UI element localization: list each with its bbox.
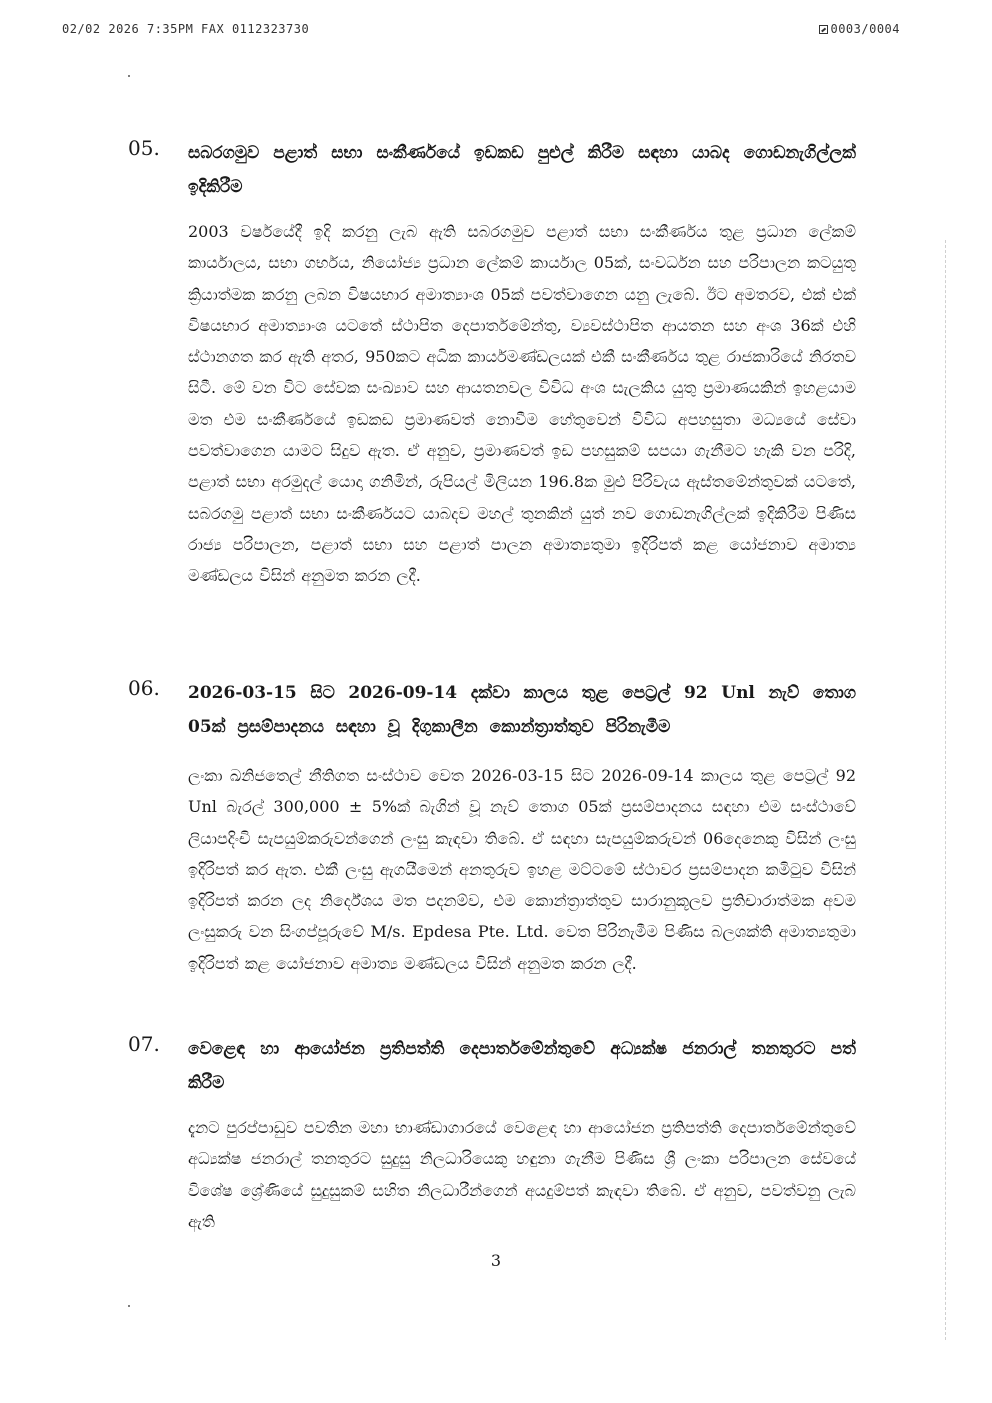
section-07 <box>128 1032 856 1232</box>
fax-page-icon <box>819 25 828 34</box>
fax-page-count: 0003/0004 <box>830 22 900 36</box>
fax-page-counter <box>819 22 900 36</box>
section-body: දැනට පුරප්පාඩුව පවතින මහා භාණ්ඩාගාරයේ වෙළෙඳ හා ආයෝජන ප්‍රතිපත්ති දෙපාර්තමේන්තුවේ අධ්‍යක්ෂ ජනරාල් තනතුරට සුදුසු නිලධාරියෙකු හඳුනා ගැනීම පිණිස ශ්‍රී ලංකා පරිපාලන සේවයේ විශේෂ ශ්‍රේණියේ සුදුසුකම් සහිත නිලධාරීන්ගෙන් අයදුම්පත් කැඳවා තිබේ. ඒ අනුව, පවත්වනු ලැබ ඇති <box>188 1118 856 1231</box>
section-body: 2003 වර්ෂයේදී ඉදි කරනු ලැබ ඇති සබරගමුව පළාත් සභා සංකීර්ණය තුළ ප්‍රධාන ලේකම් කාර්යාලය, සභා ගර්භය, නියෝජ්‍ය ප්‍රධාන ලේකම් කාර්යාල 05ක්, සංවර්ධන සහ පරිපාලන කටයුතු ක්‍රියාත්මක කරනු ලබන විෂයභාර අමාත්‍යාංශ 05ක් පවත්වාගෙන යනු ලැබේ. ඊට අමතරව, එක් එක් විෂයභාර අමාත්‍යාංශ යටතේ ස්ථාපිත දෙපාර්තමේන්තු, ව්‍යවස්ථාපිත ආයතන සහ අංශ 36ක් එහි ස්ථානගත කර ඇති අතර, 950කට අධික කාර්යමණ්ඩලයක් එකී සංකීර්ණය තුළ රාජකාරියේ නිරතව සිටී. මේ වන විට සේවක සංඛ්‍යාව සහ ආයතනවල විවිධ අංශ සැලකිය යුතු ප්‍රමාණයකින් ඉහළයාම මත එම සංකීර්ණයේ ඉඩකඩ ප්‍රමාණවත් නොවීම හේතුවෙන් විවිධ අපහසුතා මධ්‍යයේ සේවා පවත්වාගෙන යාමට සිදුව ඇත. ඒ අනුව, ප්‍රමාණවත් ඉඩ පහසුකම් සපයා ගැනීමට හැකි වන පරිදි, පළාත් සභා අරමුදල් යොදා ගනිමින්, රුපියල් මිලියන 196.8ක මුළු පිරිවැය ඇස්තමේන්තුවක් යටතේ, සබරගමු පළාත් සභා සංකීර්ණයට යාබදව මහල් තුනකින් යුත් නව ගොඩනැගිල්ලක් ඉදිකිරීම පිණිස රාජ්‍ය පරිපාලන, පළාත් සභා සහ පළාත් පාලන අමාත්‍යතුමා ඉදිරිපත් කළ යෝජනාව අමාත්‍ය මණ්ඩලය විසින් අනුමත කරන ලදී. <box>188 222 856 586</box>
fax-header <box>62 22 900 40</box>
scan-speck <box>128 1305 130 1307</box>
section-06 <box>128 676 856 1006</box>
section-body: ලංකා ඛනිජතෙල් නීතිගත සංස්ථාව වෙත 2026-03-15 සිට 2026-09-14 කාලය තුළ පෙට්‍රල් 92 Unl බැරල් 300,000 ± 5%ක් බැගින් වූ නැව් තොග 05ක් ප්‍රසම්පාදනය සඳහා එම සංස්ථාවේ ලියාපදිංචි සැපයුම්කරුවන්ගෙන් ලංසු කැඳවා තිබේ. ඒ සඳහා සැපයුම්කරුවන් 06දෙනෙකු විසින් ලංසු ඉදිරිපත් කර ඇත. එකී ලංසු ඇගයීමෙන් අනතුරුව ඉහළ මට්ටමේ ස්ථාවර ප්‍රසම්පාදන කමිටුව විසින් ඉදිරිපත් කරන ලද නිර්දේශය මත පදනම්ව, එම කොන්ත්‍රාත්තුව සාරානුකූලව ප්‍රතිචාරාත්මක අවම ලංසුකරු වන සිංගප්පූරුවේ M/s. Epdesa Pte. Ltd. වෙත පිරිනැමීම පිණිස බලශක්ති අමාත්‍යතුමා ඉදිරිපත් කළ යෝජනාව අමාත්‍ය මණ්ඩලය විසින් අනුමත කරන ලදී. <box>188 766 856 973</box>
section-title: වෙළෙඳ හා ආයෝජන ප්‍රතිපත්ති දෙපාර්තමේන්තුවේ අධ්‍යක්ෂ ජනරාල් තනතුරට පත් කිරීම <box>188 1039 856 1093</box>
section-05 <box>128 136 856 656</box>
scan-edge-line <box>945 240 946 1340</box>
section-number: 06. <box>128 676 160 700</box>
section-number: 07. <box>128 1032 160 1056</box>
section-title: 2026-03-15 සිට 2026-09-14 දක්වා කාලය තුළ පෙට්‍රල් 92 Unl නැව් තොග 05ක් ප්‍රසම්පාදනය සඳහා වූ දිගුකාලීන කොන්ත්‍රාත්තුව පිරිනැමීම <box>188 683 856 737</box>
section-title: සබරගමුව පළාත් සභා සංකීර්ණයේ ඉඩකඩ පුළුල් කිරීම සඳහා යාබද ගොඩනැගිල්ලක් ඉදිකිරීම <box>188 143 856 197</box>
fax-header-info: 02/02 2026 7:35PM FAX 0112323730 <box>62 22 310 36</box>
scan-speck <box>128 75 130 77</box>
section-number: 05. <box>128 136 160 160</box>
page-number: 3 <box>490 1251 502 1270</box>
